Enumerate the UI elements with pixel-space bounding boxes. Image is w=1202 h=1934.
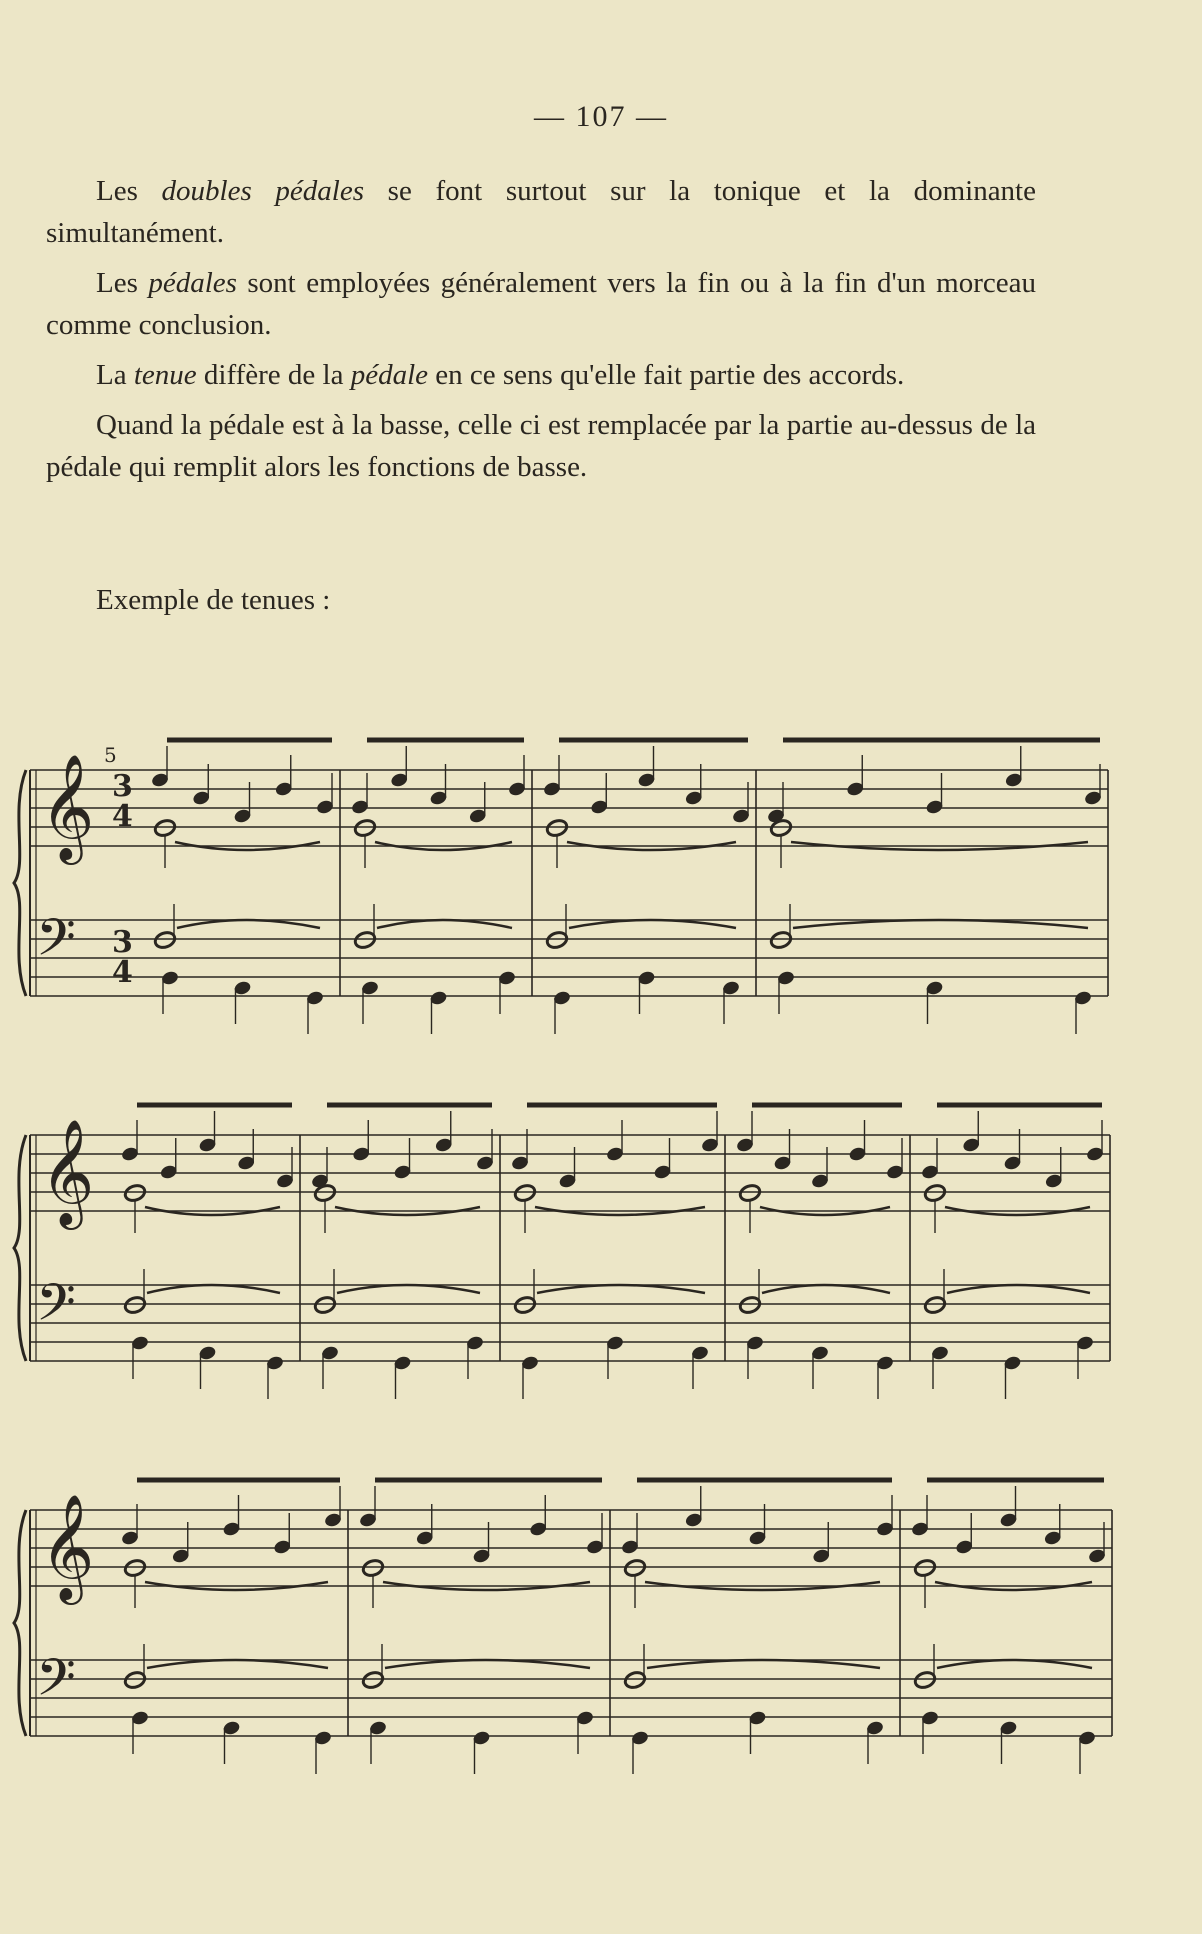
- half-note: [623, 1558, 647, 1578]
- brace: [14, 1135, 26, 1361]
- half-note: [545, 818, 569, 838]
- paragraph-4-text: Quand la pédale est à la basse, celle ci est remplacée par la partie au-dessus de la pédale qui remplit alors les fonctions de basse.: [46, 409, 1036, 483]
- example-label: Exemple de tenues :: [96, 584, 331, 616]
- bass-clef-2: 𝄢: [36, 1272, 76, 1345]
- notes: [120, 740, 1106, 1774]
- barlines: [30, 770, 1112, 1736]
- bass-half-note: [123, 1670, 147, 1690]
- paragraph-3-text-a: La: [96, 359, 134, 391]
- treble-clef-2: 𝄞: [40, 1118, 95, 1225]
- bass-tie: [793, 920, 1088, 928]
- half-note: [123, 1558, 147, 1578]
- brace: [14, 1510, 26, 1736]
- treble-clef-1: 𝄞: [40, 753, 95, 860]
- time-signature-bass-bottom: 4: [112, 955, 133, 990]
- bass-tie: [337, 1285, 480, 1293]
- paragraph-2-text-b: sont employées généralement vers la fin ou à la fin d'un morceau comme conclusion.: [46, 267, 1037, 341]
- system-braces: [14, 770, 26, 1736]
- paragraph-2-emphasis: pédales: [148, 267, 237, 299]
- bass-tie: [537, 1285, 705, 1293]
- staff-lines: [30, 770, 1112, 1736]
- bass-half-note: [153, 930, 177, 950]
- time-signature-treble-top: 3: [112, 769, 133, 804]
- bass-tie: [377, 920, 512, 928]
- paragraph-3-text-c: en ce sens qu'elle fait partie des accords.: [428, 359, 905, 391]
- half-note: [361, 1558, 385, 1578]
- bass-half-note: [513, 1295, 537, 1315]
- bass-half-note: [545, 930, 569, 950]
- bass-tie: [177, 920, 320, 928]
- half-note: [513, 1183, 537, 1203]
- bass-half-note: [123, 1295, 147, 1315]
- treble-clef-3: 𝄞: [40, 1493, 95, 1600]
- bass-half-note: [738, 1295, 762, 1315]
- bass-half-note: [313, 1295, 337, 1315]
- paragraph-3-text-b: diffère de la: [196, 359, 351, 391]
- measure-number: 5: [104, 743, 117, 767]
- bass-half-note: [353, 930, 377, 950]
- bass-clef-3: 𝄢: [36, 1647, 76, 1720]
- bass-half-note: [623, 1670, 647, 1690]
- time-signature-treble-bottom: 4: [112, 799, 133, 834]
- bass-tie: [147, 1285, 280, 1293]
- paragraph-1-text-b: se font surtout sur la tonique et la dominante simultanément.: [46, 175, 1036, 249]
- bass-half-note: [361, 1670, 385, 1690]
- paragraph-1-text-a: Les: [96, 175, 162, 207]
- bass-tie: [569, 920, 736, 928]
- paragraph-3-emphasis-1: tenue: [133, 359, 197, 391]
- paragraph-3-emphasis-2: pédale: [350, 359, 429, 391]
- bass-clef-1: 𝄢: [36, 907, 76, 980]
- bass-half-note: [913, 1670, 937, 1690]
- bass-tie: [762, 1285, 890, 1293]
- bass-half-note: [769, 930, 793, 950]
- bass-tie: [385, 1660, 590, 1668]
- brace: [14, 770, 26, 996]
- paragraph-2-text-a: Les: [96, 267, 149, 299]
- half-note: [353, 818, 377, 838]
- half-note: [123, 1183, 147, 1203]
- bass-tie: [647, 1660, 880, 1668]
- bass-tie: [147, 1660, 328, 1668]
- paragraph-1-emphasis: doubles pédales: [161, 175, 364, 207]
- clefs: [36, 753, 94, 1720]
- half-note: [153, 818, 177, 838]
- bass-tie: [947, 1285, 1090, 1293]
- half-note: [923, 1183, 947, 1203]
- bass-half-note: [923, 1295, 947, 1315]
- page-number: — 107 —: [534, 100, 668, 133]
- time-signature-bass-top: 3: [112, 925, 133, 960]
- half-note: [738, 1183, 762, 1203]
- bass-tie: [937, 1660, 1092, 1668]
- half-note: [913, 1558, 937, 1578]
